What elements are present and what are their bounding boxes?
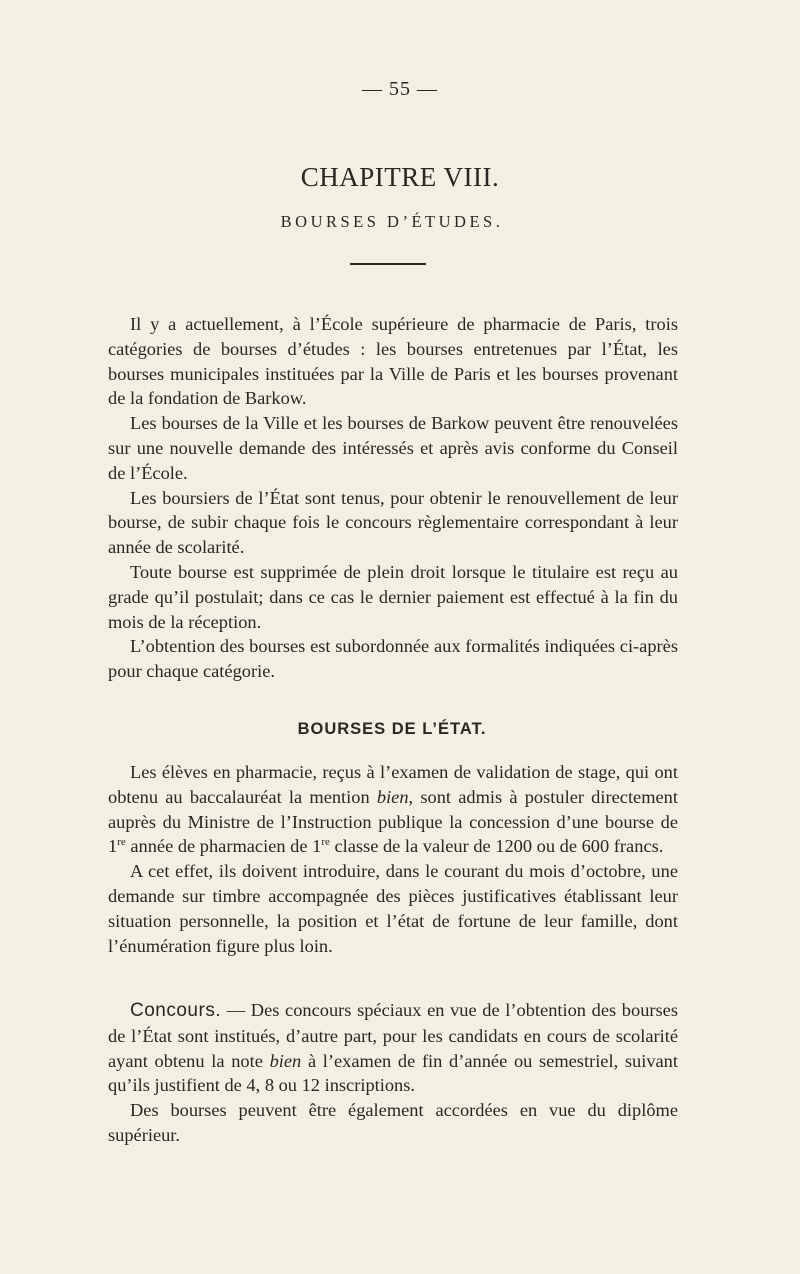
mention-bien: bien (376, 786, 409, 807)
concours-paragraph (108, 998, 678, 1098)
ordinal-superscript: re (117, 836, 126, 849)
section-paragraph-1-text-a: Les élèves en pharmacie, reçus à l’examen de validation de stage, qui ont obtenu au baccalauréat la mention (108, 762, 678, 807)
intro-paragraph-5: L’obtention des bourses est subordonnée aux formalités indiquées ci-après pour chaque catégorie. (108, 636, 678, 682)
section-paragraph-2: A cet effet, ils doivent introduire, dans le courant du mois d’octobre, une demande sur timbre accompagnée des pièces justificatives établissant leur situation personnelle, la position et l’état de fortune de leur famille, dont l’énumération figure plus loin. (108, 861, 678, 956)
section-paragraph-1-text-c: année de pharmacien de 1 (125, 836, 322, 857)
title-divider (350, 263, 426, 265)
section-heading: BOURSES DE L’ÉTAT. (297, 720, 487, 738)
ordinal-superscript: re (321, 836, 330, 849)
intro-paragraph-3: Les boursiers de l’État sont tenus, pour obtenir le renouvellement de leur bourse, de subir chaque fois le concours règlementaire correspondant à leur année de scolarité. (108, 487, 678, 558)
intro-text (108, 312, 678, 684)
section-text-2 (108, 998, 678, 1148)
section-paragraph-1 (108, 760, 678, 859)
chapter-title: CHAPITRE VIII. (300, 162, 500, 192)
concours-text-b: à l’examen de fin d’année ou semestriel, suivant qu’ils justifient de 4, 8 ou 12 inscriptions. (108, 1050, 678, 1096)
chapter-subtitle: BOURSES D’ÉTUDES. (280, 212, 504, 231)
section-paragraph-1-text-b: , sont admis à postuler directement auprès du Ministre de l’Instruction publique la concession d’une bourse de 1 (108, 786, 678, 857)
section-paragraph-1-text-d: classe de la valeur de 1200 ou de 600 francs. (329, 836, 664, 857)
concours-text-a: — Des concours spéciaux en vue de l’obtention des bourses de l’État sont institués, d’autre part, pour les candidats en cours de scolarité ayant obtenu la note (108, 1000, 678, 1071)
concours-run-in-heading: Concours. (130, 1000, 222, 1021)
intro-paragraph-2: Les bourses de la Ville et les bourses de Barkow peuvent être renouvelées sur une nouvelle demande des intéressés et après avis conforme du Conseil de l’École. (108, 413, 678, 483)
page-number: — 55 — (362, 78, 438, 100)
section-paragraph-4: Des bourses peuvent être également accordées en vue du diplôme supérieur. (108, 1100, 678, 1145)
intro-paragraph-4: Toute bourse est supprimée de plein droit lorsque le titulaire est reçu au grade qu’il postulait; dans ce cas le dernier paiement est effectué à la fin du mois de la réception. (108, 561, 678, 632)
section-text-1 (108, 760, 678, 958)
intro-paragraph-1: Il y a actuellement, à l’École supérieure de pharmacie de Paris, trois catégories de bourses d’études : les bourses entretenues par l’État, les bourses municipales instituées par la Ville de Paris et les bourses provenant de la fondation de Barkow. (108, 314, 678, 409)
note-bien: bien (269, 1050, 302, 1071)
